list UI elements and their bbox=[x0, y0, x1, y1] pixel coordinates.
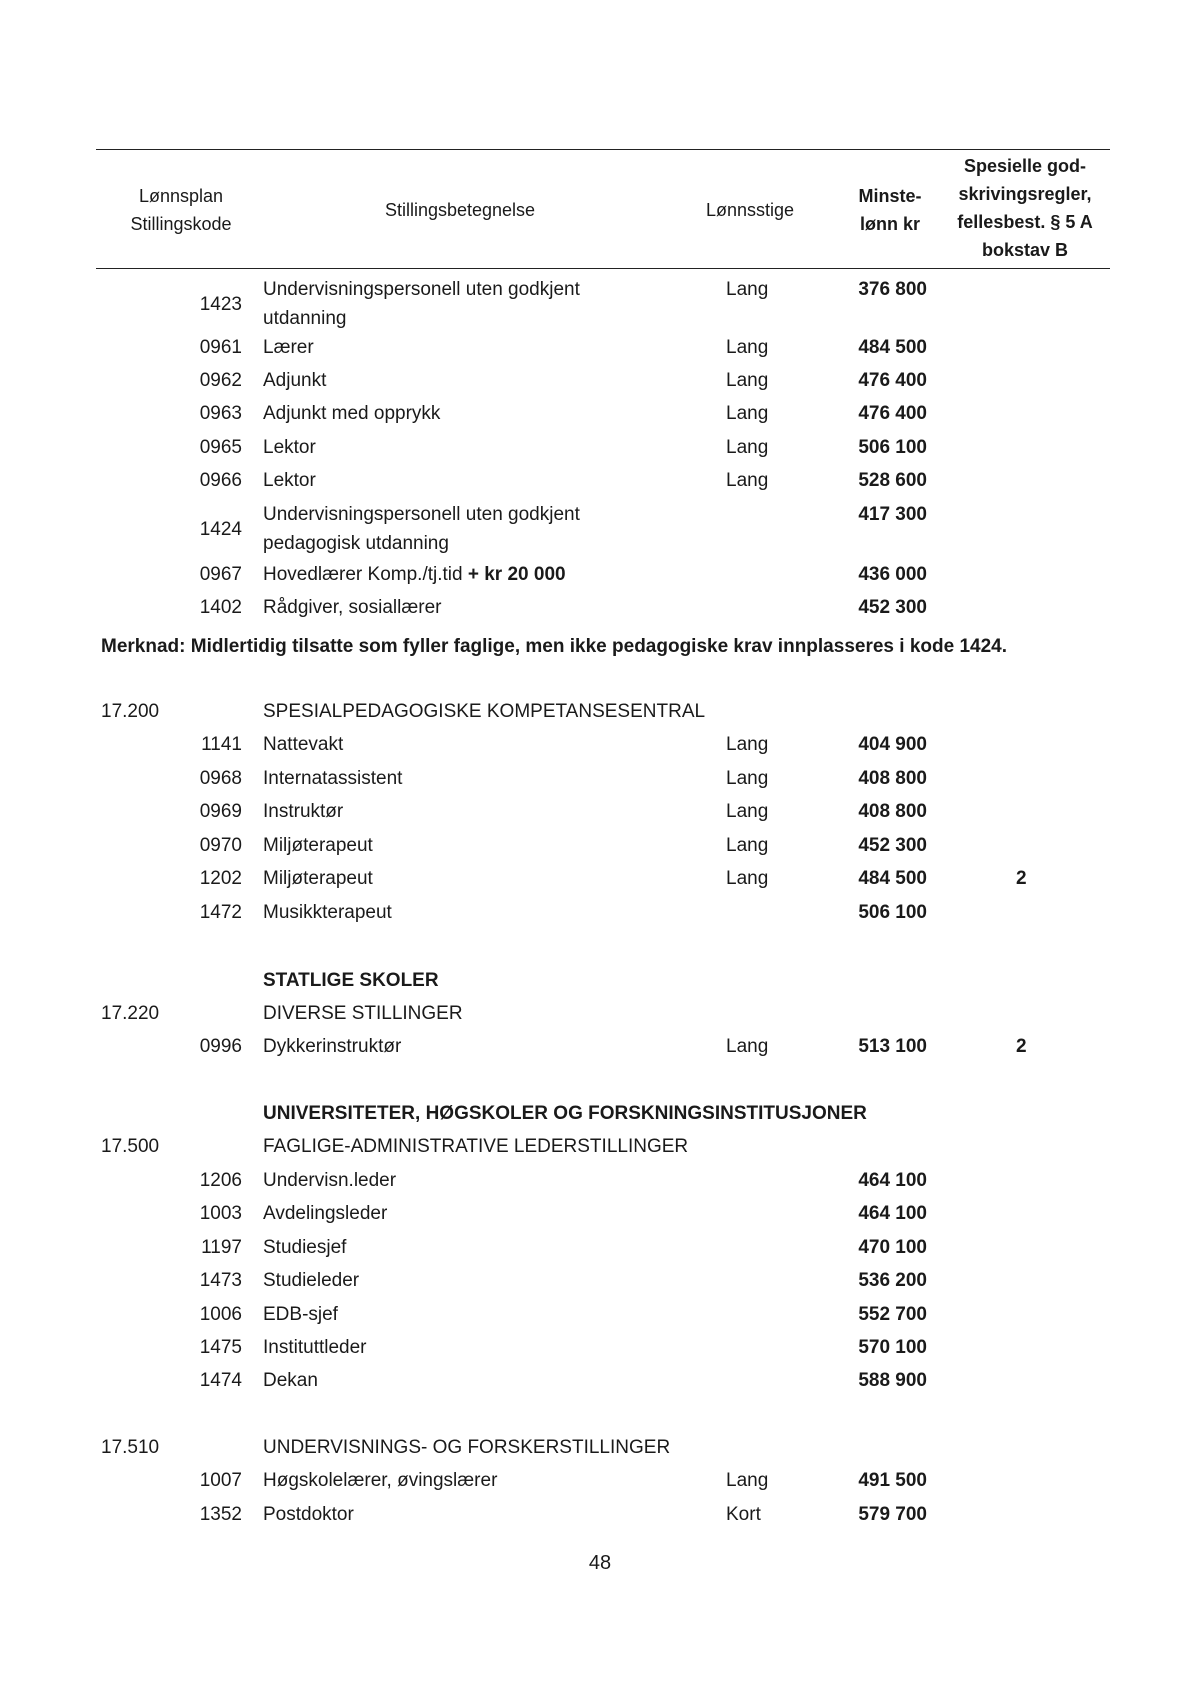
row-pay: 506 100 bbox=[858, 437, 927, 458]
row-title: Høgskolelærer, øvingslærer bbox=[263, 1470, 498, 1491]
row-ladder: Lang bbox=[726, 337, 769, 358]
header-ladder bbox=[690, 196, 810, 224]
row-code: 1006 bbox=[199, 1304, 242, 1325]
row-code: 0966 bbox=[199, 470, 242, 491]
table-row bbox=[0, 797, 1200, 827]
section-title-row bbox=[0, 1099, 1200, 1129]
row-pay: 408 800 bbox=[858, 801, 927, 822]
section-heading-row bbox=[0, 999, 1200, 1029]
row-title: Rådgiver, sosiallærer bbox=[263, 597, 442, 618]
table-row bbox=[0, 1199, 1200, 1229]
table-row bbox=[0, 399, 1200, 429]
row-code: 1475 bbox=[199, 1337, 242, 1358]
table-row bbox=[0, 275, 1200, 329]
row-pay: 588 900 bbox=[858, 1370, 927, 1391]
header-min-line1: Minste- bbox=[858, 186, 922, 206]
row-title: Studieleder bbox=[263, 1270, 360, 1291]
section-heading-row bbox=[0, 1433, 1200, 1463]
row-ladder: Lang bbox=[726, 801, 769, 822]
row-title: Miljøterapeut bbox=[263, 868, 373, 889]
table-row bbox=[0, 898, 1200, 928]
header-title bbox=[340, 196, 580, 224]
row-code: 1474 bbox=[199, 1370, 242, 1391]
row-title: Adjunkt bbox=[263, 370, 327, 391]
row-pay: 491 500 bbox=[858, 1470, 927, 1491]
row-code: 1472 bbox=[199, 902, 242, 923]
row-pay: 464 100 bbox=[858, 1203, 927, 1224]
table-row bbox=[0, 1300, 1200, 1330]
table-row bbox=[0, 1233, 1200, 1263]
header-code bbox=[96, 182, 266, 238]
row-pay: 506 100 bbox=[858, 902, 927, 923]
header-special-line3: fellesbest. § 5 A bbox=[957, 212, 1093, 232]
table-row bbox=[0, 1500, 1200, 1530]
row-pay: 476 400 bbox=[858, 403, 927, 424]
row-title: Avdelingsleder bbox=[263, 1203, 388, 1224]
row-title: Lærer bbox=[263, 337, 314, 358]
row-code: 0970 bbox=[199, 835, 242, 856]
header-ladder-text: Lønnsstige bbox=[705, 200, 795, 220]
section-heading: UNDERVISNINGS- OG FORSKERSTILLINGER bbox=[263, 1437, 671, 1458]
table-row bbox=[0, 366, 1200, 396]
row-pay: 417 300 bbox=[858, 504, 927, 525]
table-row bbox=[0, 764, 1200, 794]
header-code-line1: Lønnsplan bbox=[138, 186, 224, 206]
section-heading-row bbox=[0, 697, 1200, 727]
header-bottom-rule bbox=[96, 268, 1110, 269]
row-code: 0962 bbox=[199, 370, 242, 391]
row-pay: 552 700 bbox=[858, 1304, 927, 1325]
section-group-code: 17.220 bbox=[101, 1003, 160, 1024]
row-spec: 2 bbox=[1016, 1036, 1027, 1057]
header-min-pay bbox=[830, 182, 950, 238]
section-heading: SPESIALPEDAGOGISKE KOMPETANSESENTRAL bbox=[263, 701, 706, 722]
table-row bbox=[0, 864, 1200, 894]
row-title: Lektor bbox=[263, 437, 316, 458]
header-special-line4: bokstav B bbox=[981, 240, 1069, 260]
row-title: Studiesjef bbox=[263, 1237, 347, 1258]
row-spec: 2 bbox=[1016, 868, 1027, 889]
row-pay: 536 200 bbox=[858, 1270, 927, 1291]
row-ladder: Lang bbox=[726, 470, 769, 491]
row-pay: 484 500 bbox=[858, 868, 927, 889]
section-heading: FAGLIGE-ADMINISTRATIVE LEDERSTILLINGER bbox=[263, 1136, 689, 1157]
row-code: 0965 bbox=[199, 437, 242, 458]
row-code: 1473 bbox=[199, 1270, 242, 1291]
row-pay: 452 300 bbox=[858, 597, 927, 618]
row-title: EDB-sjef bbox=[263, 1304, 338, 1325]
row-ladder: Lang bbox=[726, 768, 769, 789]
row-code: 0967 bbox=[199, 564, 242, 585]
row-code: 1197 bbox=[201, 1237, 242, 1258]
table-row bbox=[0, 730, 1200, 760]
row-title: Instruktør bbox=[263, 801, 344, 822]
row-pay: 513 100 bbox=[858, 1036, 927, 1057]
table-row bbox=[0, 333, 1200, 363]
row-code: 1007 bbox=[199, 1470, 242, 1491]
row-pay: 452 300 bbox=[858, 835, 927, 856]
section-group-code: 17.200 bbox=[101, 701, 160, 722]
table-row bbox=[0, 593, 1200, 623]
row-pay: 464 100 bbox=[858, 1170, 927, 1191]
row-title: Adjunkt med opprykk bbox=[263, 403, 441, 424]
row-title: Instituttleder bbox=[263, 1337, 367, 1358]
header-code-line2: Stillingskode bbox=[130, 214, 232, 234]
row-ladder: Lang bbox=[726, 279, 769, 300]
row-pay: 579 700 bbox=[858, 1504, 927, 1525]
table-row bbox=[0, 831, 1200, 861]
row-title: Dekan bbox=[263, 1370, 318, 1391]
row-title: Undervisningspersonell uten godkjent pedagogisk utdanning bbox=[263, 504, 580, 554]
note-text: Merknad: Midlertidig tilsatte som fyller faglige, men ikke pedagogiske krav innplasseres i kode 1424. bbox=[101, 636, 1007, 657]
row-title: Musikkterapeut bbox=[263, 902, 392, 923]
row-pay: 570 100 bbox=[858, 1337, 927, 1358]
row-ladder: Lang bbox=[726, 734, 769, 755]
row-title: Miljøterapeut bbox=[263, 835, 373, 856]
header-title-text: Stillingsbetegnelse bbox=[384, 200, 536, 220]
page-number: 48 bbox=[588, 1552, 612, 1574]
row-code: 0969 bbox=[199, 801, 242, 822]
row-title: Undervisn.leder bbox=[263, 1170, 397, 1191]
table-row bbox=[0, 1333, 1200, 1363]
section-group-code: 17.510 bbox=[101, 1437, 160, 1458]
table-row bbox=[0, 1466, 1200, 1496]
row-pay: 528 600 bbox=[858, 470, 927, 491]
row-ladder: Lang bbox=[726, 1470, 769, 1491]
row-ladder: Lang bbox=[726, 835, 769, 856]
row-ladder: Lang bbox=[726, 1036, 769, 1057]
table-row bbox=[0, 560, 1200, 590]
table-row bbox=[0, 466, 1200, 496]
row-code: 1141 bbox=[201, 734, 242, 755]
row-ladder: Lang bbox=[726, 868, 769, 889]
row-pay: 476 400 bbox=[858, 370, 927, 391]
row-pay: 436 000 bbox=[858, 564, 927, 585]
table-row bbox=[0, 1166, 1200, 1196]
header-special bbox=[945, 152, 1105, 264]
row-code: 1402 bbox=[199, 597, 242, 618]
row-code: 1206 bbox=[199, 1170, 242, 1191]
table-row bbox=[0, 433, 1200, 463]
section-title: UNIVERSITETER, HØGSKOLER OG FORSKNINGSINSTITUSJONER bbox=[263, 1103, 867, 1124]
row-pay: 470 100 bbox=[858, 1237, 927, 1258]
row-pay: 376 800 bbox=[858, 279, 927, 300]
row-title: Internatassistent bbox=[263, 768, 403, 789]
table-row bbox=[0, 1266, 1200, 1296]
header-min-line2: lønn kr bbox=[859, 214, 920, 234]
row-code: 0963 bbox=[199, 403, 242, 424]
row-title: Hovedlærer Komp./tj.tid bbox=[263, 564, 463, 585]
row-code: 0996 bbox=[199, 1036, 242, 1057]
row-title: Undervisningspersonell uten godkjent utdanning bbox=[263, 279, 580, 329]
row-code: 1424 bbox=[199, 519, 242, 540]
row-code: 1003 bbox=[199, 1203, 242, 1224]
row-pay: 404 900 bbox=[858, 734, 927, 755]
row-title: Nattevakt bbox=[263, 734, 344, 755]
row-code: 1423 bbox=[199, 294, 242, 315]
section-title-row bbox=[0, 966, 1200, 996]
row-pay: 408 800 bbox=[858, 768, 927, 789]
table-row bbox=[0, 1366, 1200, 1396]
header-special-line1: Spesielle god- bbox=[963, 156, 1087, 176]
row-pay: 484 500 bbox=[858, 337, 927, 358]
row-title-addition: + kr 20 000 bbox=[467, 564, 566, 585]
table-row bbox=[0, 1032, 1200, 1062]
row-title-group bbox=[263, 560, 566, 590]
section-title: STATLIGE SKOLER bbox=[263, 970, 439, 991]
section-heading: DIVERSE STILLINGER bbox=[263, 1003, 463, 1024]
row-title: Lektor bbox=[263, 470, 316, 491]
row-code: 0961 bbox=[199, 337, 242, 358]
row-ladder: Kort bbox=[726, 1504, 761, 1525]
section-heading-row bbox=[0, 1132, 1200, 1162]
row-code: 0968 bbox=[199, 768, 242, 789]
row-ladder: Lang bbox=[726, 370, 769, 391]
section-group-code: 17.500 bbox=[101, 1136, 160, 1157]
table-row bbox=[0, 500, 1200, 554]
header-top-rule bbox=[96, 149, 1110, 150]
row-code: 1202 bbox=[199, 868, 242, 889]
row-title: Dykkerinstruktør bbox=[263, 1036, 402, 1057]
row-ladder: Lang bbox=[726, 437, 769, 458]
row-ladder: Lang bbox=[726, 403, 769, 424]
header-special-line2: skrivingsregler, bbox=[958, 184, 1092, 204]
row-code: 1352 bbox=[199, 1504, 242, 1525]
row-title: Postdoktor bbox=[263, 1504, 354, 1525]
